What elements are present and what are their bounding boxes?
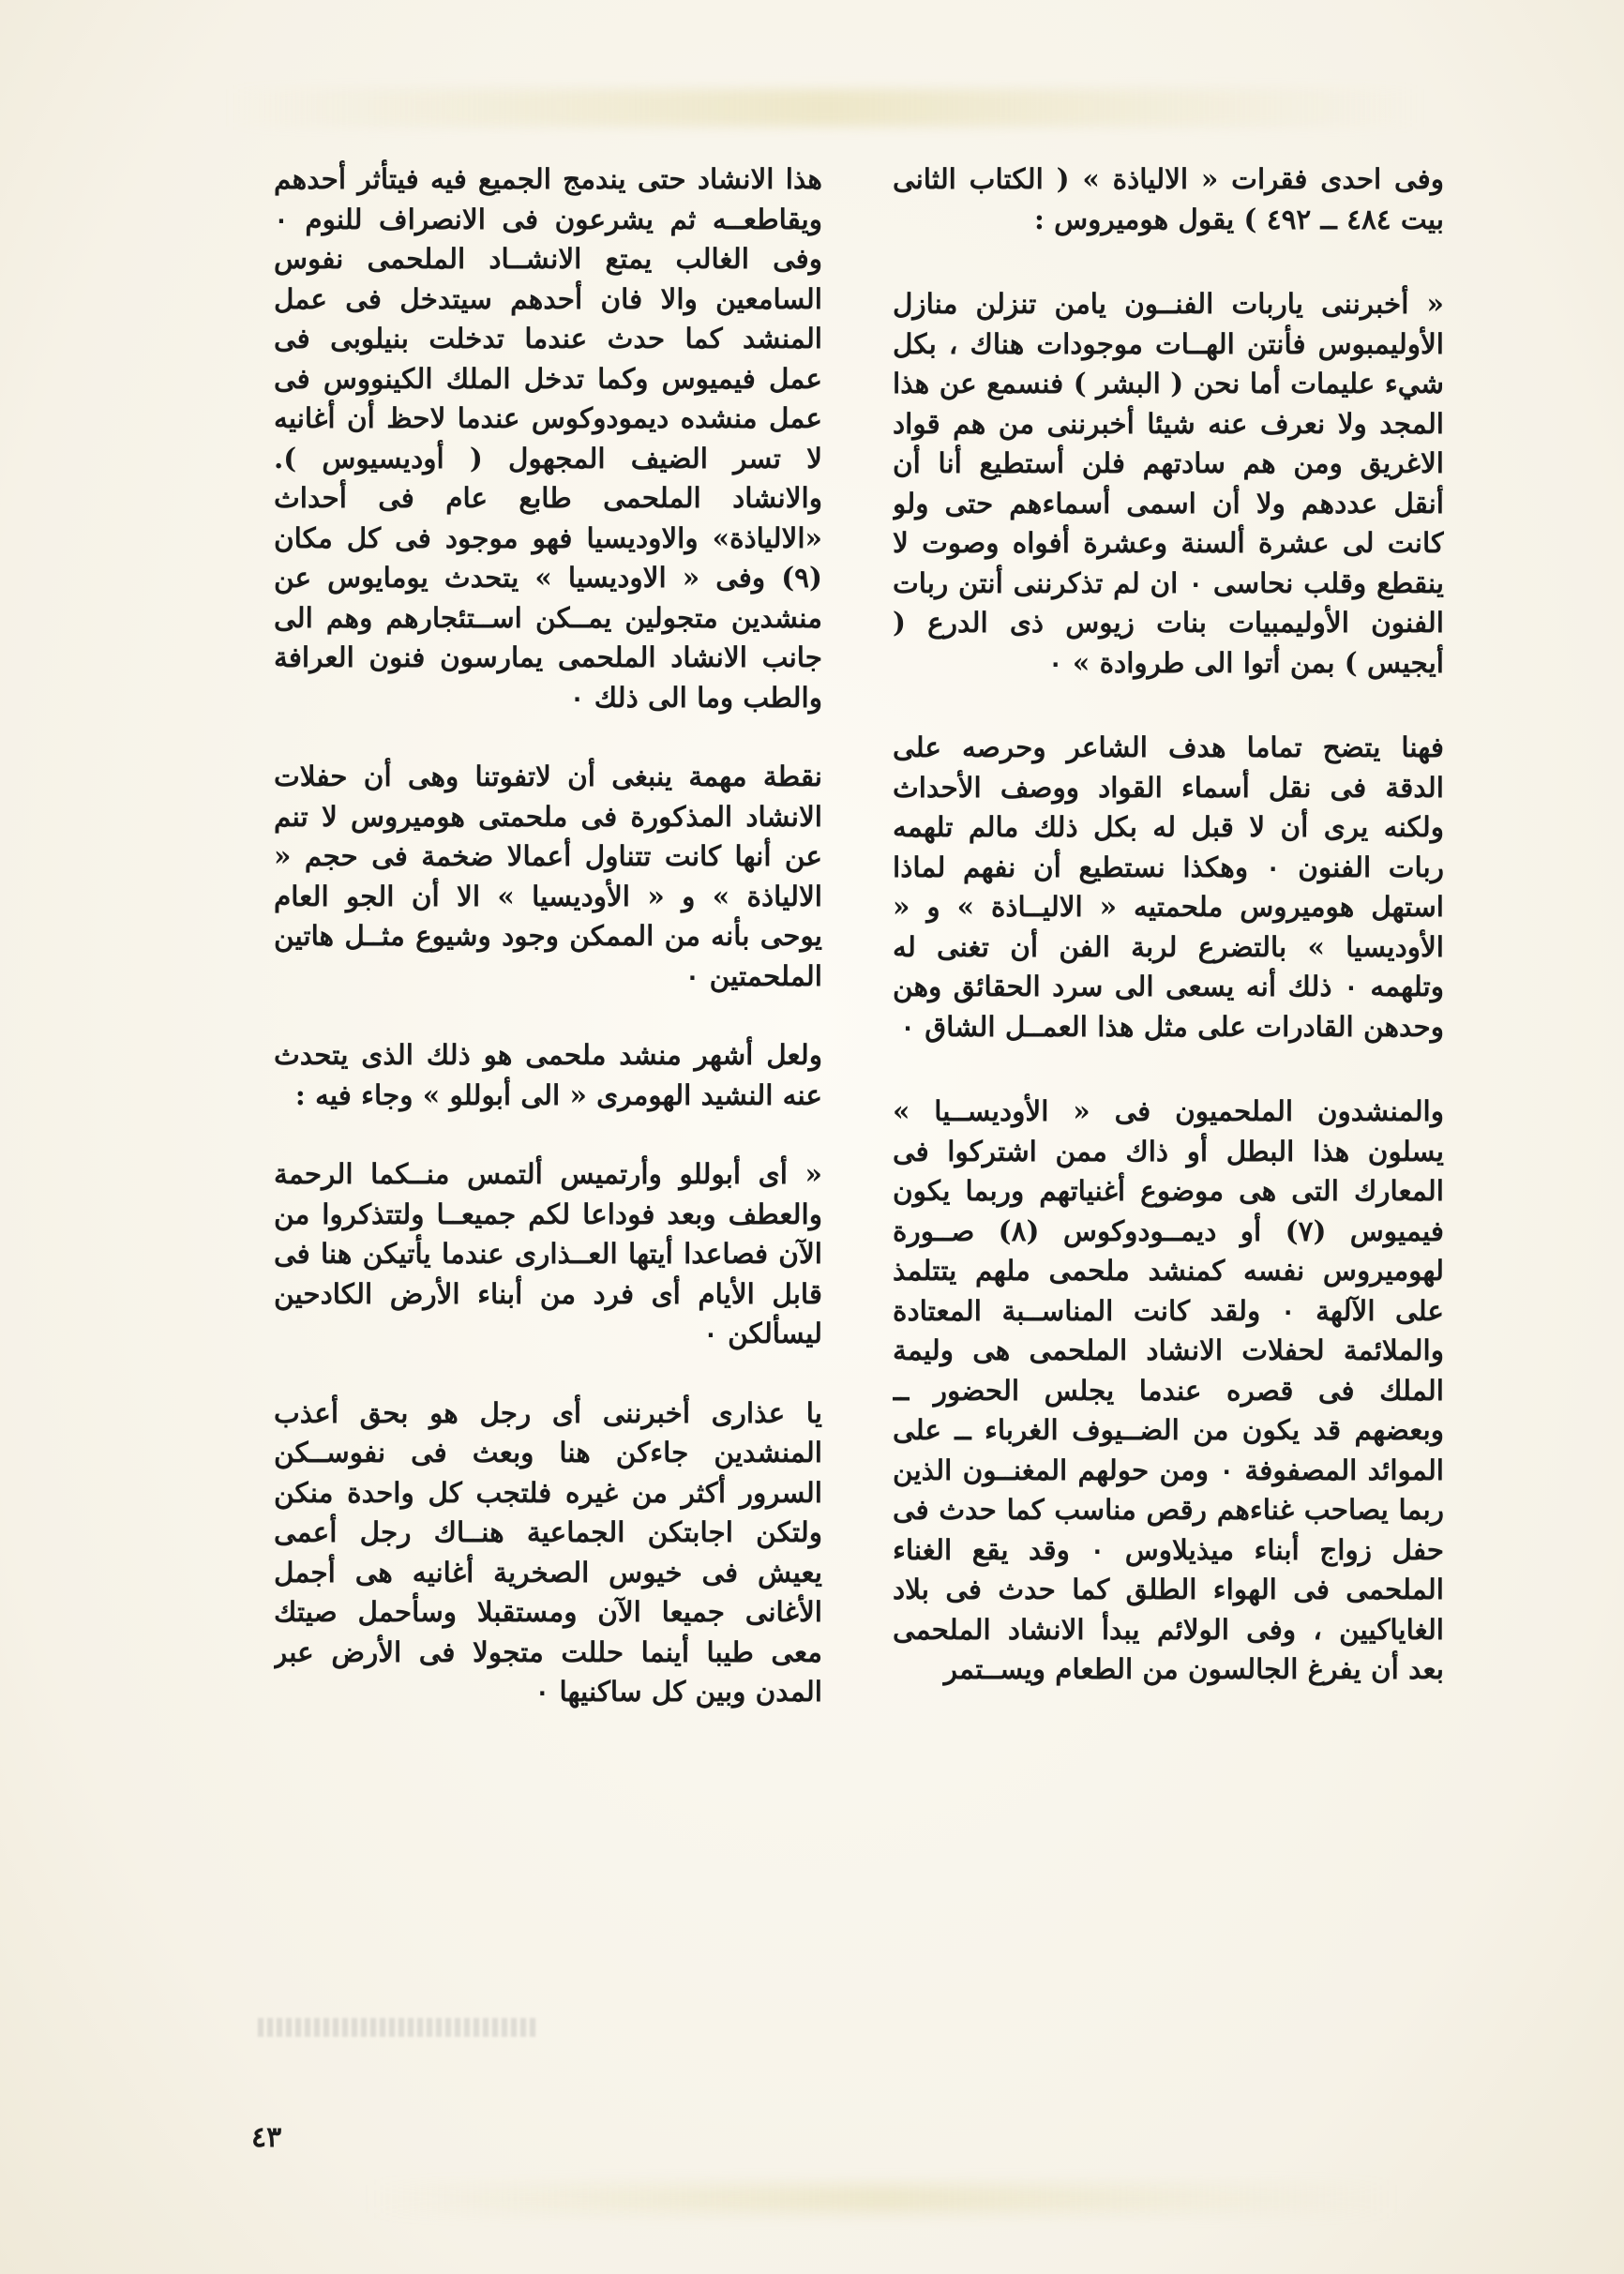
page-number: ٤٣: [251, 2121, 282, 2154]
paragraph: والمنشدون الملحميون فى « الأوديســيا » يسلون هذا البطل أو ذاك ممن اشتركوا فى المعارك التى هى موضوع أغنياتهم وربما يكون فيميوس (٧) أو ديمــودوكوس (٨) صــورة لهوميروس نفسه كمنشد ملحمى ملهم يتتلمذ على الآلهة ٠ ولقد كانت المناســبة المعتادة والملائمة لحفلات الانشاد الملحمى هى وليمة الملك فى قصره عندما يجلس الحضور ــ وبعضهم قد يكون من الضــيوف الغرباء ــ على الموائد المصفوفة ٠ ومن حولهم المغنــون الذين ربما يصاحب غناءهم رقص مناسب كما حدث فى حفل زواج أبناء ميذيلاوس ٠ وقد يقع الغناء الملحمى فى الهواء الطلق كما حدث فى بلاد الغاياكيين ، وفى الولائم يبدأ الانشاد الملحمى بعد أن يفرغ الجالسون من الطعام ويســتمر: [893, 1094, 1444, 1685]
paper-stain-bottom: [366, 2185, 1397, 2213]
quote-paragraph: « أى أبوللو وأرتميس ألتمس منــكما الرحمة والعطف وبعد فوداعا لكم جميعــا ولتتذكروا من الآن فصاعدا أيتها العــذارى عندما يأتيكن هنا فى قابل الأيام أى فرد من أبناء الأرض الكادحين ليسألكن ٠: [274, 1157, 822, 1349]
right-column: [893, 159, 1444, 2035]
paragraph: وفى احدى فقرات « الالياذة » ( الكتاب الثانى بيت ٤٨٤ ــ ٤٩٢ ) يقول هوميروس :: [893, 162, 1444, 235]
paragraph: فهنا يتضح تماما هدف الشاعر وحرصه على الدقة فى نقل أسماء القواد ووصف الأحداث ولكنه يرى أن لا قبل له بكل ذلك مالم تلهمه ربات الفنون ٠ وهكذا نستطيع أن نفهم لماذا استهل هوميروس ملحمتيه « الاليــاذة » و « الأوديسيا » بالتضرع لربة الفن أن تغنى له وتلهمه ٠ ذلك أنه يسعى الى سرد الحقائق وهن وحدهن القادرات على مثل هذا العمــل الشاق ٠: [893, 730, 1444, 1043]
paragraph: نقطة مهمة ينبغى أن لاتفوتنا وهى أن حفلات الانشاد المذكورة فى ملحمتى هوميروس لا تنم عن أنها كانت تتناول أعمالا ضخمة فى حجم « الالياذة » و « الأوديسيا » الا أن الجو العام يوحى بأنه من الممكن وجود وشيوع مثــل هاتين الملحمتين ٠: [274, 760, 822, 992]
paragraph: ولعل أشهر منشد ملحمى هو ذلك الذى يتحدث عنه النشيد الهومرى « الى أبوللو » وجاء فيه :: [274, 1038, 822, 1111]
left-column: [274, 159, 822, 2035]
paper-stain-top: [225, 89, 1425, 127]
faded-print-mark: [258, 2018, 539, 2037]
quote-paragraph: يا عذارى أخبرننى أى رجل هو بحق أعذب المنشدين جاءكن هنا وبعث فى نفوســكن السرور أكثر من غيره فلتجب كل واحدة منكن ولتكن اجابتكن الجماعية هنــاك رجل أعمى يعيش فى خيوس الصخرية أغانيه هى أجمل الأغانى جميعا الآن ومستقبلا وسأحمل صيتك معى طيبا أينما حللت متجولا فى الأرض عبر المدن وبين كل ساكنيها ٠: [274, 1395, 822, 1708]
quote-paragraph: « أخبرننى ياربات الفنــون يامن تنزلن منازل الأوليمبوس فأنتن الهــات موجودات هناك ، بكل شيء عليمات أما نحن ( البشر ) فنسمع عن هذا المجد ولا نعرف عنه شيئا أخبرننى من هم قواد الاغريق ومن هم سادتهم فلن أستطيع أنا أن أنقل عددهم ولا أن اسمى أسماءهم حتى ولو كانت لى عشرة ألسنة وعشرة أفواه وصوت لا ينقطع وقلب نحاسى ٠ ان لم تذكرننى أنتن ربات الفنون الأوليمبيات بنات زيوس ذى الدرع ( أيجيس ) بمن أتوا الى طروادة » ٠: [893, 287, 1444, 679]
paragraph: هذا الانشاد حتى يندمج الجميع فيه فيتأثر أحدهم ويقاطعــه ثم يشرعون فى الانصراف للنوم ٠ وفى الغالب يمتع الانشــاد الملحمى نفوس السامعين والا فان أحدهم سيتدخل فى عمل المنشد كما حدث عندما تدخلت بنيلوبى فى عمل فيميوس وكما تدخل الملك الكينووس فى عمل منشده ديمودوكوس عندما لاحظ أن أغانيه لا تسر الضيف المجهول ( أوديسيوس ). والانشاد الملحمى طابع عام فى أحداث «الالياذة» والاوديسيا فهو موجود فى كل مكان (٩) وفى « الاوديسيا » يتحدث يومايوس عن منشدين متجولين يمــكن اســتئجارهم وهم الى جانب الانشاد الملحمى يمارسون فنون العرافة والطب وما الى ذلك ٠: [274, 162, 822, 714]
